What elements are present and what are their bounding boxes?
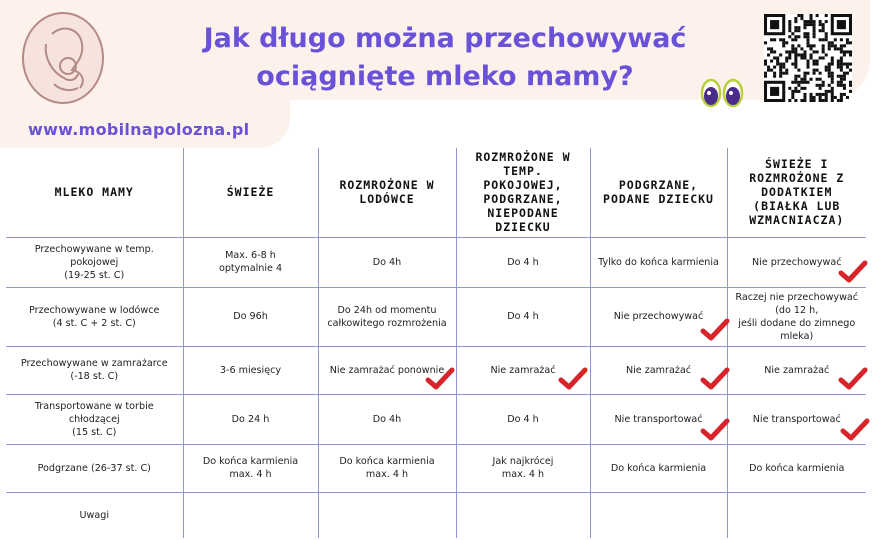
row-label: Podgrzane (26-37 st. C) — [6, 444, 183, 492]
table-cell: Nie zamrażać ponownie — [318, 346, 456, 394]
storage-table — [6, 148, 866, 538]
column-header: ROZMROŻONE W TEMP. POKOJOWEJ, PODGRZANE, NIEPODANE DZIECKU — [456, 148, 590, 237]
table-row — [6, 492, 866, 538]
check-icon — [838, 367, 868, 391]
check-icon — [700, 418, 730, 442]
table-cell: Nie transportować — [590, 394, 727, 444]
table-row — [6, 444, 866, 492]
table-cell: Do 24h od momentu całkowitego rozmrożenia — [318, 287, 456, 346]
table-cell: Nie zamrażać — [590, 346, 727, 394]
table-row — [6, 287, 866, 346]
table-cell: Tylko do końca karmienia — [590, 237, 727, 287]
table-cell: Do 4h — [318, 237, 456, 287]
row-label: Przechowywane w zamrażarce (-18 st. C) — [6, 346, 183, 394]
table-cell: Do 24 h — [183, 394, 318, 444]
page-title — [150, 20, 740, 96]
mother-baby-logo — [22, 12, 104, 104]
column-header: ŚWIEŻE — [183, 148, 318, 237]
table-cell: Do końca karmienia — [727, 444, 866, 492]
table-cell: Do 4 h — [456, 237, 590, 287]
table-cell — [590, 492, 727, 538]
table-cell: Nie transportować — [727, 394, 866, 444]
website-url[interactable]: www.mobilnapolozna.pl — [28, 120, 250, 139]
column-header: MLEKO MAMY — [6, 148, 183, 237]
table-cell: Do 4 h — [456, 394, 590, 444]
table-cell: Jak najkrócej max. 4 h — [456, 444, 590, 492]
table-cell: Max. 6-8 h optymalnie 4 — [183, 237, 318, 287]
check-icon — [425, 367, 455, 391]
table-cell: Raczej nie przechowywać (do 12 h, jeśli dodane do zimnego mleka) — [727, 287, 866, 346]
table-cell: Nie przechowywać — [727, 237, 866, 287]
table-cell — [727, 492, 866, 538]
column-header: PODGRZANE, PODANE DZIECKU — [590, 148, 727, 237]
title-line-2: ociągnięte mleko mamy? — [256, 61, 634, 92]
table-cell: Do 96h — [183, 287, 318, 346]
table-cell: Nie zamrażać — [727, 346, 866, 394]
check-icon — [700, 367, 730, 391]
column-header: ROZMROŻONE W LODÓWCE — [318, 148, 456, 237]
table-cell: Do końca karmienia max. 4 h — [183, 444, 318, 492]
table-row — [6, 394, 866, 444]
row-label: Uwagi — [6, 492, 183, 538]
row-label: Przechowywane w temp. pokojowej (19-25 st. C) — [6, 237, 183, 287]
table-cell — [456, 492, 590, 538]
table-cell: Do końca karmienia — [590, 444, 727, 492]
title-line-1: Jak długo można przechowywać — [203, 23, 687, 54]
row-label: Przechowywane w lodówce (4 st. C + 2 st. C) — [6, 287, 183, 346]
check-icon — [840, 418, 870, 442]
row-label: Transportowane w torbie chłodzącej (15 st. C) — [6, 394, 183, 444]
check-icon — [700, 318, 730, 342]
table-cell: Do 4h — [318, 394, 456, 444]
table-cell: 3-6 miesięcy — [183, 346, 318, 394]
column-header: ŚWIEŻE I ROZMROŻONE Z DODATKIEM (BIAŁKA LUB WZMACNIACZA) — [727, 148, 866, 237]
table-cell: Nie przechowywać — [590, 287, 727, 346]
check-icon — [558, 367, 588, 391]
eyes-icon — [700, 76, 744, 110]
table-header-row — [6, 148, 866, 237]
check-icon — [838, 260, 868, 284]
table-cell: Do końca karmienia max. 4 h — [318, 444, 456, 492]
table-cell — [183, 492, 318, 538]
table-cell: Nie zamrażać — [456, 346, 590, 394]
table-cell — [318, 492, 456, 538]
table-row — [6, 237, 866, 287]
qr-code-icon — [764, 14, 852, 102]
table-cell: Do 4 h — [456, 287, 590, 346]
